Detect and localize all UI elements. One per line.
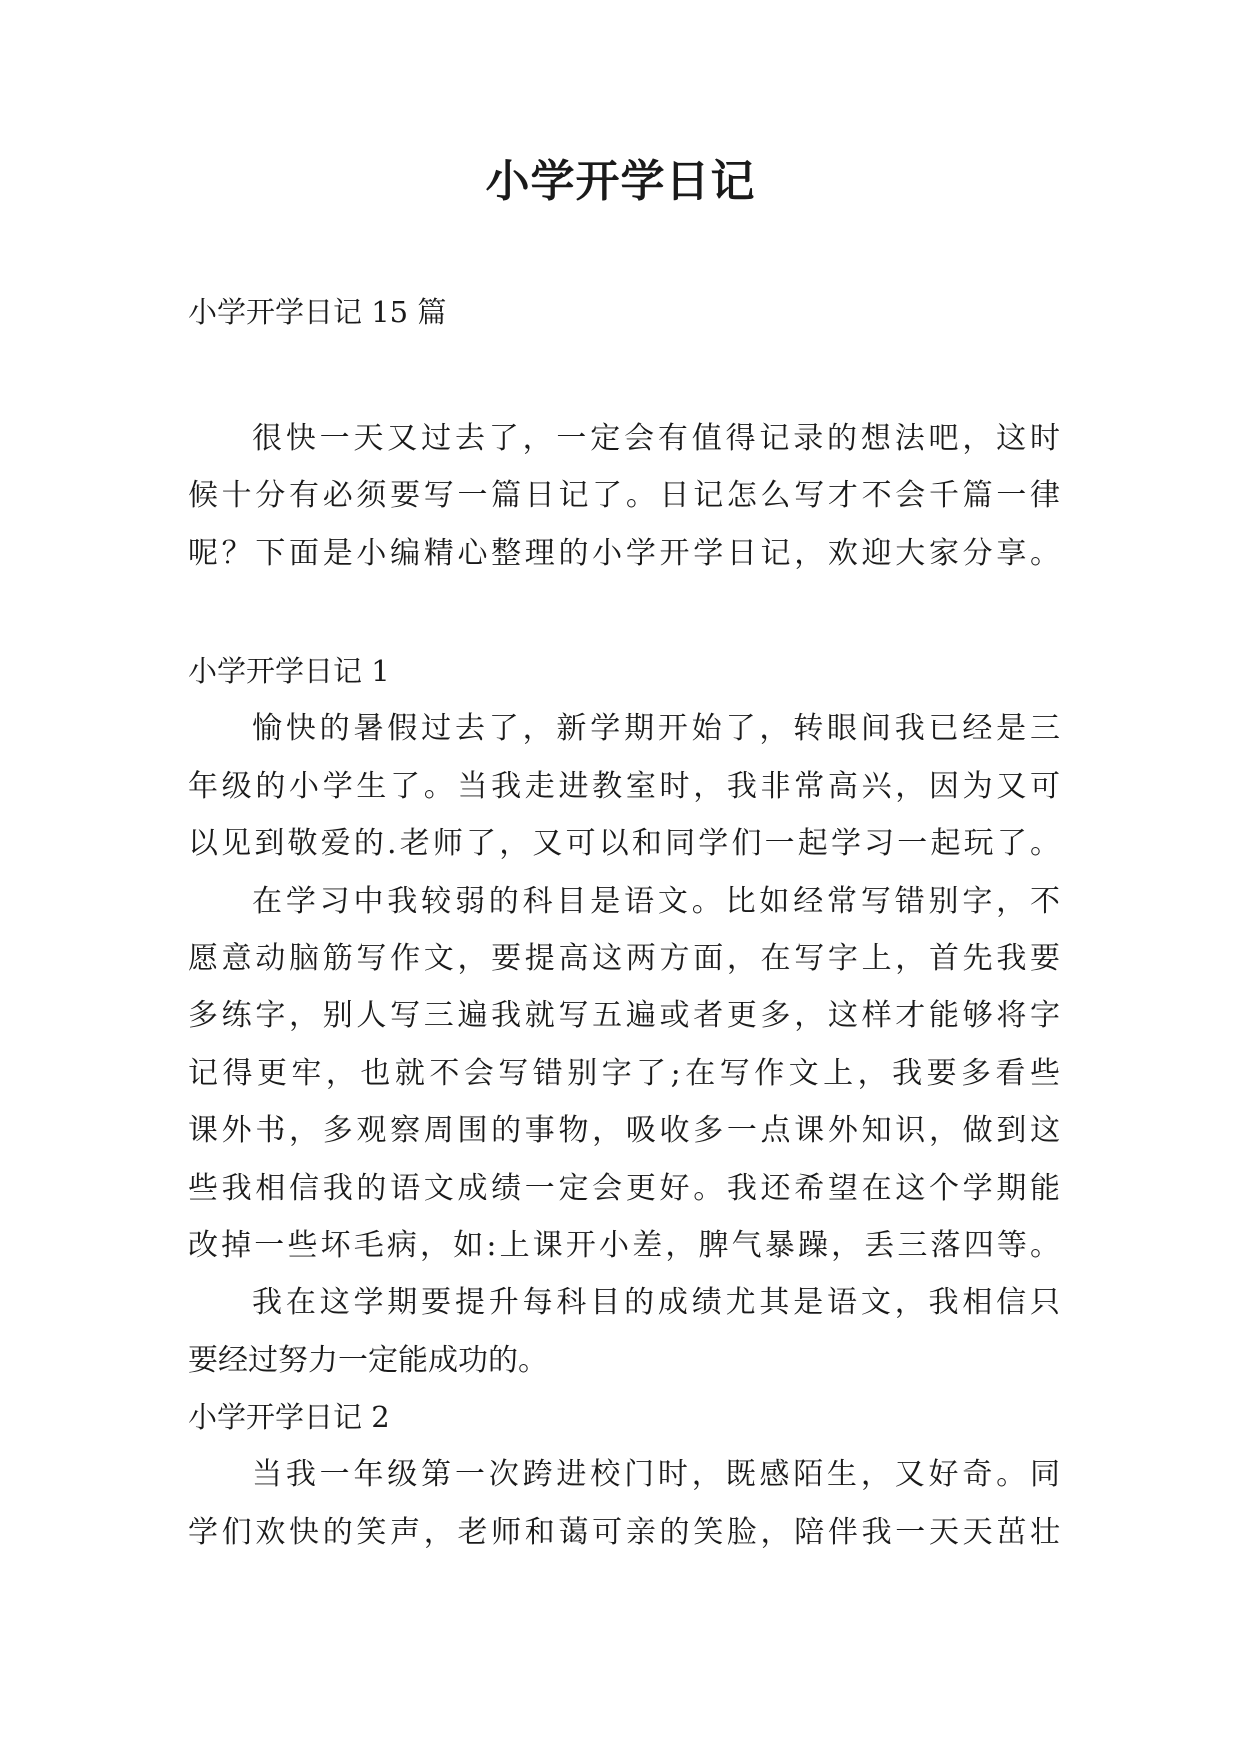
document-subtitle: 小学开学日记 15 篇: [188, 295, 447, 329]
paragraph-line: 呢？下面是小编精心整理的小学开学日记，欢迎大家分享。: [188, 535, 1060, 571]
paragraph-line: 学们欢快的笑声，老师和蔼可亲的笑脸，陪伴我一天天茁壮: [188, 1514, 1060, 1550]
diary-1-heading: 小学开学日记 1: [188, 654, 390, 688]
diary-section: [188, 643, 1060, 1561]
intro-paragraph: [188, 410, 1060, 582]
paragraph-line: 年级的小学生了。当我走进教室时，我非常高兴，因为又可: [188, 768, 1060, 804]
paragraph-line: 记得更牢，也就不会写错别字了;在写作文上，我要多看些: [188, 1055, 1060, 1091]
paragraph-line: 改掉一些坏毛病，如:上课开小差，脾气暴躁，丢三落四等。: [188, 1227, 1060, 1263]
paragraph-line: 我在这学期要提升每科目的成绩尤其是语文，我相信只: [252, 1285, 1060, 1321]
document-title: 小学开学日记: [485, 156, 756, 207]
paragraph-line: 愿意动脑筋写作文，要提高这两方面，在写字上，首先我要: [188, 940, 1060, 976]
paragraph-line: 当我一年级第一次跨进校门时，既感陌生，又好奇。同: [252, 1457, 1060, 1493]
paragraph-line: 以见到敬爱的.老师了，又可以和同学们一起学习一起玩了。: [188, 826, 1060, 862]
paragraph-line: 在学习中我较弱的科目是语文。比如经常写错别字，不: [252, 883, 1060, 919]
paragraph-line: 愉快的暑假过去了，新学期开始了，转眼间我已经是三: [252, 711, 1060, 747]
paragraph-line: 多练字，别人写三遍我就写五遍或者更多，这样才能够将字: [188, 998, 1060, 1034]
paragraph-line: 要经过努力一定能成功的。: [188, 1342, 548, 1378]
paragraph-line: 候十分有必须要写一篇日记了。日记怎么写才不会千篇一律: [188, 478, 1060, 514]
diary-2-heading: 小学开学日记 2: [188, 1400, 390, 1435]
paragraph-line: 很快一天又过去了，一定会有值得记录的想法吧，这时: [252, 421, 1060, 456]
paragraph-line: 些我相信我的语文成绩一定会更好。我还希望在这个学期能: [188, 1170, 1060, 1206]
paragraph-line: 课外书，多观察周围的事物，吸收多一点课外知识，做到这: [188, 1113, 1060, 1149]
